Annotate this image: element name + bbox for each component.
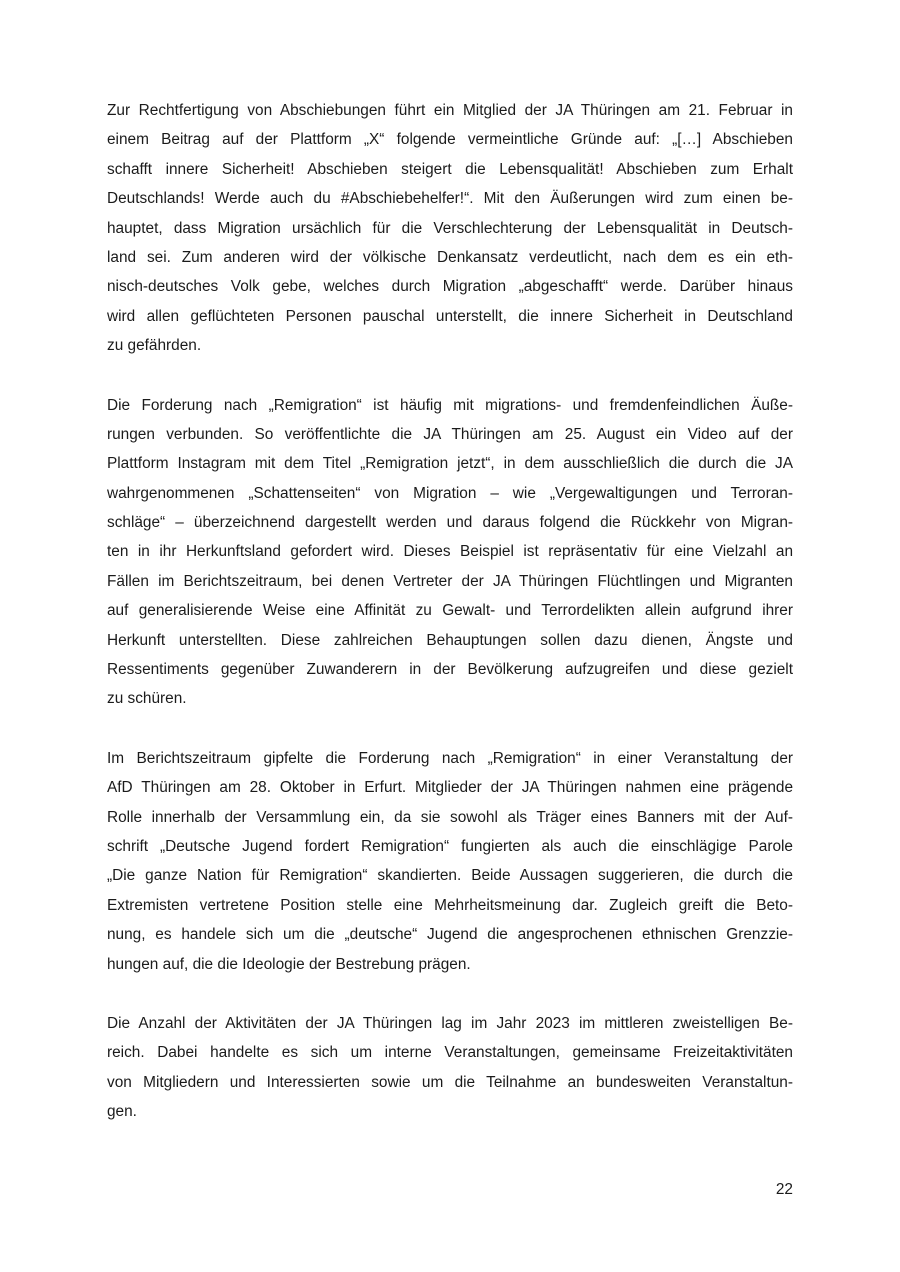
paragraph-spacer xyxy=(107,714,793,744)
paragraph-4 xyxy=(107,1009,793,1127)
paragraph-line: nung, es handele sich um die „deutsche“ Jugend die angesprochenen ethnischen Grenzzie- xyxy=(107,926,793,944)
paragraph-line: Im Berichtszeitraum gipfelte die Forderung nach „Remigration“ in einer Veranstaltung der xyxy=(107,749,793,767)
paragraph-line: schrift „Deutsche Jugend fordert Remigration“ fungierten als auch die einschlägige Parole xyxy=(107,837,793,855)
paragraph-line: ten in ihr Herkunftsland gefordert wird. Dieses Beispiel ist repräsentativ für eine Vielzahl an xyxy=(107,543,793,561)
paragraph-1 xyxy=(107,96,793,361)
paragraph-line: reich. Dabei handelte es sich um interne Veranstaltungen, gemeinsame Freizeitaktivitäten xyxy=(107,1044,793,1062)
paragraph-spacer xyxy=(107,361,793,391)
paragraph-line: wahrgenommenen „Schattenseiten“ von Migration – wie „Vergewaltigungen und Terroran- xyxy=(107,484,793,502)
paragraph-spacer xyxy=(107,979,793,1009)
paragraph-line: hungen auf, die die Ideologie der Bestrebung prägen. xyxy=(107,955,471,973)
paragraph-line: Die Forderung nach „Remigration“ ist häufig mit migrations- und fremdenfeindlichen Äuße- xyxy=(107,396,793,414)
paragraph-line: Extremisten vertretene Position stelle eine Mehrheitsmeinung dar. Zugleich greift die Beto- xyxy=(107,896,793,914)
paragraph-line: Herkunft unterstellten. Diese zahlreichen Behauptungen sollen dazu dienen, Ängste und xyxy=(107,631,793,649)
paragraph-line: auf generalisierende Weise eine Affinität zu Gewalt- und Terrordelikten allein aufgrund ihrer xyxy=(107,602,793,620)
page-number: 22 xyxy=(775,1181,793,1198)
paragraph-2 xyxy=(107,391,793,714)
paragraph-line: Plattform Instagram mit dem Titel „Remigration jetzt“, in dem ausschließlich die durch die JA xyxy=(107,455,793,473)
paragraph-line: rungen verbunden. So veröffentlichte die JA Thüringen am 25. August ein Video auf der xyxy=(107,425,793,443)
paragraph-line: schafft innere Sicherheit! Abschieben steigert die Lebensqualität! Abschieben zum Erhalt xyxy=(107,160,793,178)
paragraph-line: Deutschlands! Werde auch du #Abschiebehelfer!“. Mit den Äußerungen wird zum einen be- xyxy=(107,190,793,208)
paragraph-line: zu gefährden. xyxy=(107,337,202,355)
paragraph-line: nisch-deutsches Volk gebe, welches durch Migration „abgeschafft“ werde. Darüber hinaus xyxy=(107,278,793,296)
document-body xyxy=(107,96,793,1127)
paragraph-line: Zur Rechtfertigung von Abschiebungen führt ein Mitglied der JA Thüringen am 21. Februar in xyxy=(107,102,793,119)
paragraph-line: zu schüren. xyxy=(107,690,187,708)
paragraph-line: Ressentiments gegenüber Zuwanderern in der Bevölkerung aufzugreifen und diese gezielt xyxy=(107,661,793,679)
paragraph-line: von Mitgliedern und Interessierten sowie um die Teilnahme an bundesweiten Veranstaltun- xyxy=(107,1073,793,1091)
paragraph-3 xyxy=(107,744,793,979)
paragraph-line: AfD Thüringen am 28. Oktober in Erfurt. Mitglieder der JA Thüringen nahmen eine prägende xyxy=(107,779,793,797)
paragraph-line: „Die ganze Nation für Remigration“ skandierten. Beide Aussagen suggerieren, die durch die xyxy=(107,867,793,885)
paragraph-line: land sei. Zum anderen wird der völkische Denkansatz verdeutlicht, nach dem es ein eth- xyxy=(107,248,793,266)
paragraph-line: einem Beitrag auf der Plattform „X“ folgende vermeintliche Gründe auf: „[…] Abschieben xyxy=(107,131,793,149)
paragraph-line: wird allen geflüchteten Personen pauschal unterstellt, die innere Sicherheit in Deutschland xyxy=(107,307,793,325)
paragraph-line: gen. xyxy=(107,1103,137,1121)
paragraph-line: Rolle innerhalb der Versammlung ein, da sie sowohl als Träger eines Banners mit der Auf- xyxy=(107,808,793,826)
paragraph-line: hauptet, dass Migration ursächlich für die Verschlechterung der Lebensqualität in Deutsch- xyxy=(107,219,793,237)
paragraph-line: schläge“ – überzeichnend dargestellt werden und daraus folgend die Rückkehr von Migran- xyxy=(107,514,793,532)
paragraph-line: Fällen im Berichtszeitraum, bei denen Vertreter der JA Thüringen Flüchtlingen und Migranten xyxy=(107,572,793,590)
paragraph-line: Die Anzahl der Aktivitäten der JA Thüringen lag im Jahr 2023 im mittleren zweistelligen Be- xyxy=(107,1014,793,1032)
